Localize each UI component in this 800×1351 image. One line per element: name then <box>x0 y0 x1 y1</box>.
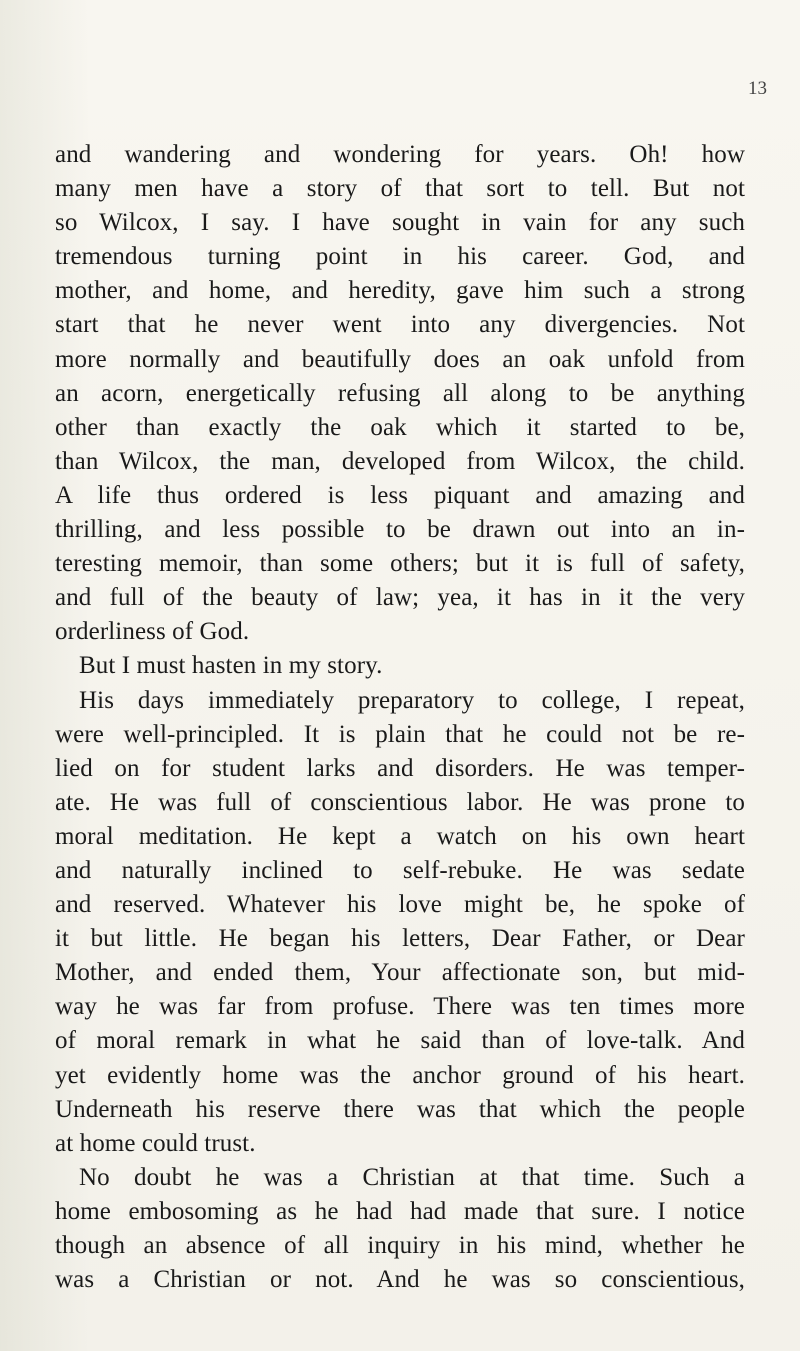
text-line: and wandering and wondering for years. Oh! how <box>55 141 745 168</box>
text-line: lied on for student larks and disorders. He was temper- <box>55 754 745 782</box>
text-line: No doubt he was a Christian at that time. Such a <box>79 1163 745 1191</box>
text-line: so Wilcox, I say. I have sought in vain for any such <box>55 209 745 237</box>
text-line: start that he never went into any divergencies. Not <box>55 311 745 339</box>
text-line: other than exactly the oak which it started to be, <box>55 413 745 441</box>
text-line: orderliness of God. <box>55 618 250 646</box>
text-line: and full of the beauty of law; yea, it has in it the very <box>55 584 745 612</box>
text-line: many men have a story of that sort to tell. But not <box>55 175 745 203</box>
text-line: mother, and home, and heredity, gave him such a strong <box>55 277 745 305</box>
text-line: an acorn, energetically refusing all along to be anything <box>55 379 745 407</box>
text-line: were well-principled. It is plain that he could not be re- <box>55 720 745 748</box>
text-line: and reserved. Whatever his love might be, he spoke of <box>55 891 745 919</box>
text-line: way he was far from profuse. There was ten times more <box>55 993 745 1021</box>
text-line: at home could trust. <box>55 1129 256 1157</box>
page-number: 13 <box>748 78 767 99</box>
text-line: it but little. He began his letters, Dear Father, or Dear <box>55 925 745 953</box>
text-line: home embosoming as he had had made that sure. I notice <box>55 1197 745 1225</box>
text-line: thrilling, and less possible to be drawn out into an in- <box>55 516 745 544</box>
text-line: was a Christian or not. And he was so conscientious, <box>55 1266 745 1294</box>
text-line: more normally and beautifully does an oak unfold from <box>55 345 745 373</box>
text-line: of moral remark in what he said than of love-talk. And <box>55 1027 745 1055</box>
text-line: though an absence of all inquiry in his mind, whether he <box>55 1232 745 1259</box>
text-line: moral meditation. He kept a watch on his own heart <box>55 822 745 850</box>
text-line: A life thus ordered is less piquant and amazing and <box>55 481 745 509</box>
text-line: His days immediately preparatory to college, I repeat, <box>79 686 745 714</box>
text-line: But I must hasten in my story. <box>79 652 383 680</box>
text-line: Mother, and ended them, Your affectionate son, but mid- <box>55 959 745 987</box>
text-line: tremendous turning point in his career. God, and <box>55 243 745 271</box>
text-line: and naturally inclined to self-rebuke. He was sedate <box>55 856 745 884</box>
body-text <box>55 138 745 1297</box>
text-line: than Wilcox, the man, developed from Wilcox, the child. <box>55 447 745 475</box>
text-line: ate. He was full of conscientious labor. He was prone to <box>55 788 745 816</box>
text-line: Underneath his reserve there was that which the people <box>55 1095 745 1123</box>
text-line: teresting memoir, than some others; but it is full of safety, <box>55 550 745 578</box>
text-line: yet evidently home was the anchor ground of his heart. <box>55 1061 745 1089</box>
